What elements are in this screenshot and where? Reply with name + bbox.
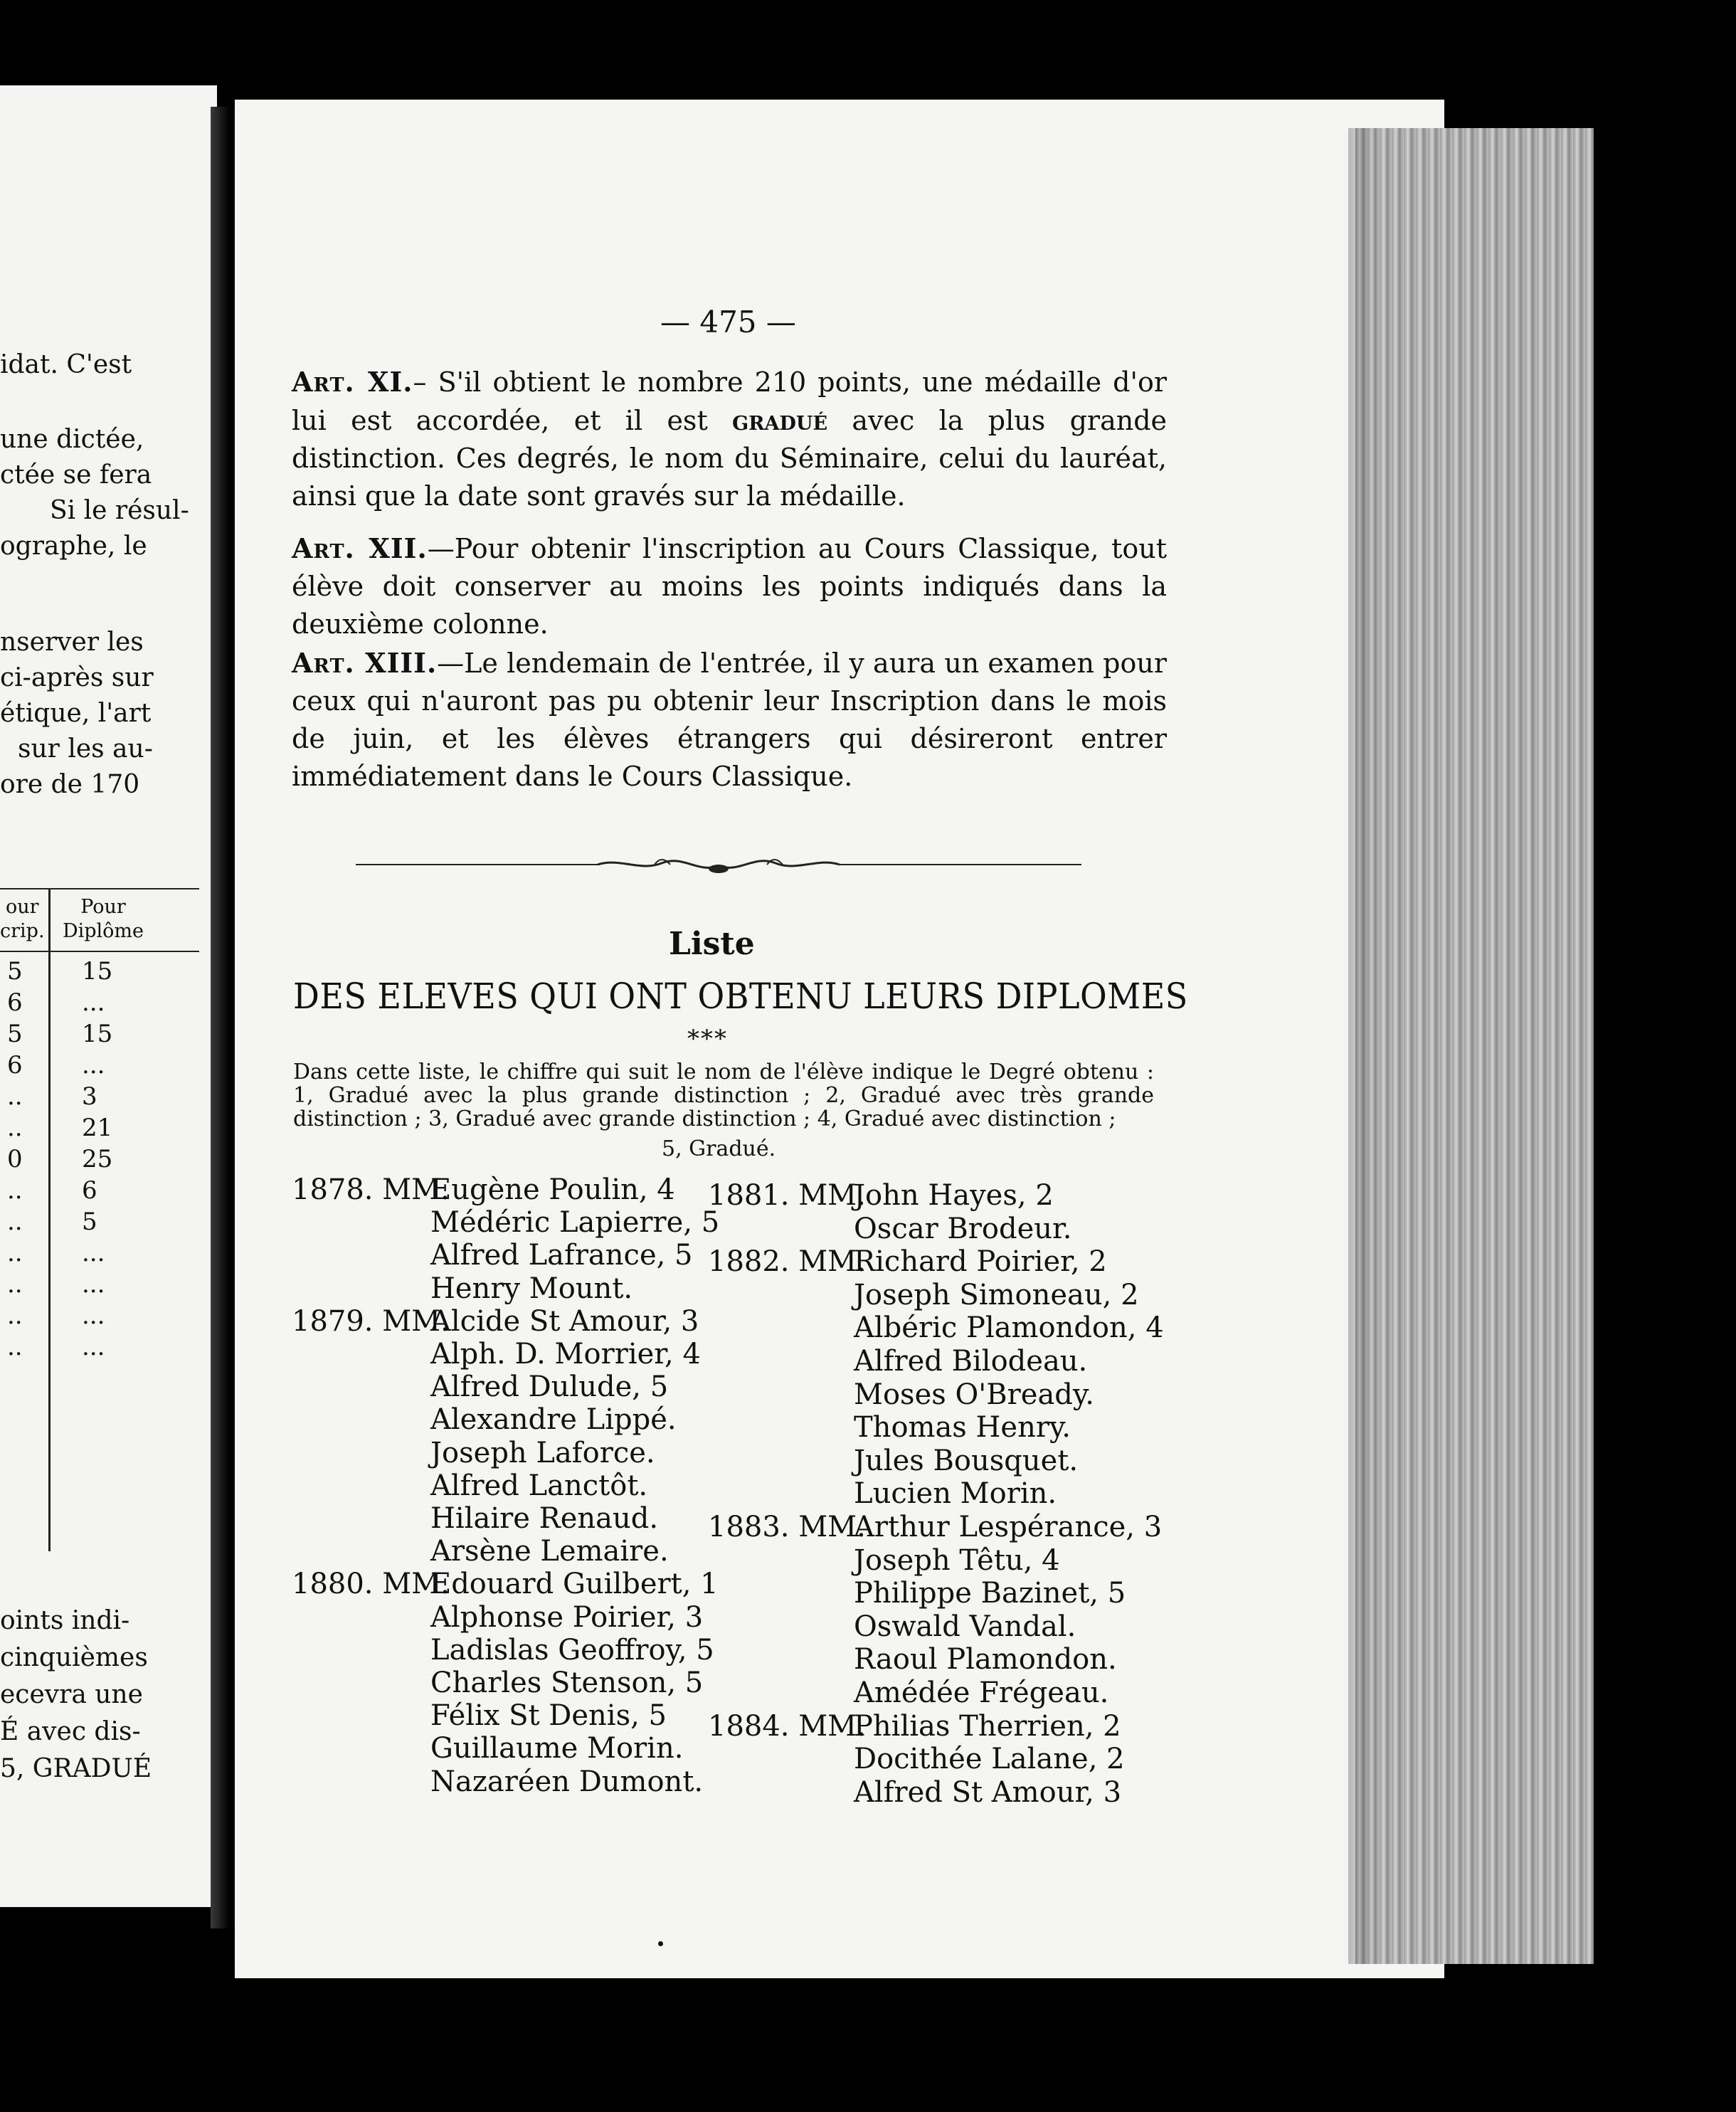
table-cell: ... <box>82 1051 105 1079</box>
graduate-name: Joseph Simoneau, 2 <box>854 1278 1139 1311</box>
article-xi <box>292 363 1167 515</box>
left-line: nserver les <box>0 628 144 657</box>
graduate-name: Alfred Lanctôt. <box>430 1469 648 1502</box>
graduate-name: Nazaréen Dumont. <box>430 1765 704 1798</box>
left-line: É avec dis- <box>0 1717 141 1746</box>
intro-paragraph: Dans cette liste, le chiffre qui suit le nom de l'élève indique le Degré obtenu : 1, Gradué avec la plus grande distinction ; 2, Gradué avec très grande distinction ; 3, Gradué avec grande distinction ; 4, Gradué avec distinction ; <box>293 1060 1154 1131</box>
table-cell: ... <box>82 1333 105 1361</box>
table-cell: 5 <box>7 1020 23 1048</box>
table-cell: .. <box>7 1239 23 1267</box>
ink-dot <box>658 1941 663 1946</box>
table-cell: 15 <box>82 957 113 986</box>
graduate-name: Philias Therrien, 2 <box>854 1709 1121 1743</box>
graduate-name: Ladislas Geoffroy, 5 <box>430 1633 714 1667</box>
table-cell: 25 <box>82 1145 113 1173</box>
table-cell: .. <box>7 1082 23 1111</box>
graduate-name: John Hayes, 2 <box>854 1179 1054 1212</box>
graduate-name: Charles Stenson, 5 <box>430 1667 704 1699</box>
table-cell: ... <box>82 1270 105 1299</box>
article-xiii <box>292 644 1167 796</box>
ornament-divider <box>356 843 1081 886</box>
table-cell: ... <box>82 988 105 1017</box>
table-cell: ... <box>82 1239 105 1267</box>
graduate-name: Alfred Bilodeau. <box>854 1345 1088 1378</box>
left-line: étique, l'art <box>0 699 152 728</box>
left-line: ographe, le <box>0 532 147 561</box>
graduation-year: 1878. MM. <box>292 1173 450 1206</box>
graduate-name: Henry Mount. <box>430 1272 633 1305</box>
article-emphasis: gradué <box>732 404 828 436</box>
graduate-name: Eugène Poulin, 4 <box>430 1173 675 1206</box>
graduate-name: Moses O'Bready. <box>854 1378 1094 1411</box>
graduate-name: Alfred St Amour, 3 <box>854 1775 1122 1809</box>
graduate-name: Joseph Laforce. <box>430 1436 655 1469</box>
left-line: ci-après sur <box>0 663 154 692</box>
left-line: une dictée, <box>0 425 144 454</box>
graduate-name: Richard Poirier, 2 <box>854 1245 1107 1279</box>
article-xii <box>292 529 1167 643</box>
graduation-year: 1881. MM. <box>708 1179 866 1212</box>
graduate-name: Hilaire Renaud. <box>430 1502 659 1535</box>
table-cell: .. <box>7 1301 23 1330</box>
article-label: Art. XII. <box>292 532 428 564</box>
graduate-name: Arthur Lespérance, 3 <box>854 1511 1163 1543</box>
left-line: ecevra une <box>0 1680 143 1709</box>
graduate-name: Oscar Brodeur. <box>854 1212 1072 1245</box>
graduation-year: 1880. MM. <box>292 1568 450 1601</box>
table-rule <box>48 888 51 1551</box>
graduate-name: Alfred Dulude, 5 <box>430 1371 669 1404</box>
table-cell: .. <box>7 1208 23 1236</box>
graduate-name: Alexandre Lippé. <box>430 1403 677 1437</box>
table-cell: 5 <box>7 957 23 986</box>
table-cell: .. <box>7 1270 23 1299</box>
left-line: Si le résul- <box>50 496 189 525</box>
left-line: oints indi- <box>0 1606 130 1635</box>
article-text: —Le lendemain de l'entrée, il y aura un examen pour ceux qui n'auront pas pu obtenir leur Inscription dans le mois de juin, et les élèves étrangers qui désireront entrer immédiatement dans le Cours Classique. <box>292 648 1167 792</box>
table-cell: 3 <box>82 1082 97 1111</box>
graduate-name: Raoul Plamondon. <box>854 1643 1117 1677</box>
table-header: Pour Diplôme <box>62 896 144 942</box>
graduate-name: Félix St Denis, 5 <box>430 1699 667 1733</box>
table-cell: 6 <box>7 988 23 1017</box>
graduate-name: Alcide St Amour, 3 <box>430 1304 699 1338</box>
graduate-name: Philippe Bazinet, 5 <box>854 1577 1126 1610</box>
left-line: 5, GRADUÉ <box>0 1754 152 1783</box>
graduate-name: Alph. D. Morrier, 4 <box>430 1338 701 1371</box>
graduation-year: 1883. MM. <box>708 1511 866 1543</box>
list-title: Liste <box>669 926 755 962</box>
graduate-name: Lucien Morin. <box>854 1477 1057 1511</box>
graduate-name: Docithée Lalane, 2 <box>854 1743 1125 1776</box>
graduate-name: Joseph Têtu, 4 <box>854 1543 1060 1577</box>
table-cell: .. <box>7 1333 23 1361</box>
graduate-name: Edouard Guilbert, 1 <box>430 1568 719 1601</box>
left-line: cinquièmes <box>0 1643 148 1672</box>
table-rule <box>0 888 199 889</box>
article-text: —Pour obtenir l'inscription au Cours Classique, tout élève doit conserver au moins les points indiqués dans la deuxième colonne. <box>292 533 1167 640</box>
left-line: ctée se fera <box>0 460 152 490</box>
graduate-name: Médéric Lapierre, 5 <box>430 1206 720 1240</box>
graduation-year: 1884. MM. <box>708 1709 866 1743</box>
table-cell: 0 <box>7 1145 23 1173</box>
table-rule <box>0 951 199 952</box>
page-edges <box>1355 128 1594 1964</box>
table-cell: 6 <box>7 1051 23 1079</box>
table-cell: 6 <box>82 1176 97 1205</box>
left-page <box>0 85 217 1907</box>
left-line: ore de 170 <box>0 770 140 799</box>
article-text: avec la plus grande distinction. Ces degrés, le nom du Séminaire, celui du lauréat, ainsi que la date sont gravés sur la médaille. <box>292 405 1168 512</box>
article-label: Art. XIII. <box>292 647 438 679</box>
list-subtitle: DES ELEVES QUI ONT OBTENU LEURS DIPLOMES <box>293 976 1188 1017</box>
graduate-name: Alfred Lafrance, 5 <box>430 1239 693 1272</box>
left-line: idat. C'est <box>0 350 132 379</box>
table-cell: .. <box>7 1176 23 1205</box>
graduate-name: Amédée Frégeau. <box>854 1677 1109 1709</box>
graduate-name: Albéric Plamondon, 4 <box>854 1311 1164 1345</box>
table-header: our crip. <box>0 896 45 942</box>
table-cell: 15 <box>82 1020 113 1048</box>
table-cell: .. <box>7 1114 23 1142</box>
graduate-name: Oswald Vandal. <box>854 1610 1076 1643</box>
graduate-name: Arsène Lemaire. <box>430 1535 669 1568</box>
article-text: – S'il obtient le nombre 210 points, une médaille d'or lui est accordée, et il est <box>292 366 1167 436</box>
graduate-name: Guillaume Morin. <box>430 1732 684 1765</box>
graduate-name: Thomas Henry. <box>854 1411 1071 1445</box>
graduate-name: Alphonse Poirier, 3 <box>430 1600 704 1634</box>
intro-last-line: 5, Gradué. <box>662 1136 776 1161</box>
graduation-year: 1882. MM. <box>708 1245 866 1279</box>
left-line: sur les au- <box>18 734 153 764</box>
table-cell: 21 <box>82 1114 113 1142</box>
table-cell: ... <box>82 1301 105 1330</box>
graduation-year: 1879. MM. <box>292 1304 450 1338</box>
graduate-name: Jules Bousquet. <box>854 1444 1079 1477</box>
article-label: Art. XI. <box>292 366 413 398</box>
stars-separator: *** <box>687 1025 728 1053</box>
table-cell: 5 <box>82 1208 97 1236</box>
edge-shadow <box>1348 128 1377 1964</box>
page-number: — 475 — <box>660 305 796 339</box>
